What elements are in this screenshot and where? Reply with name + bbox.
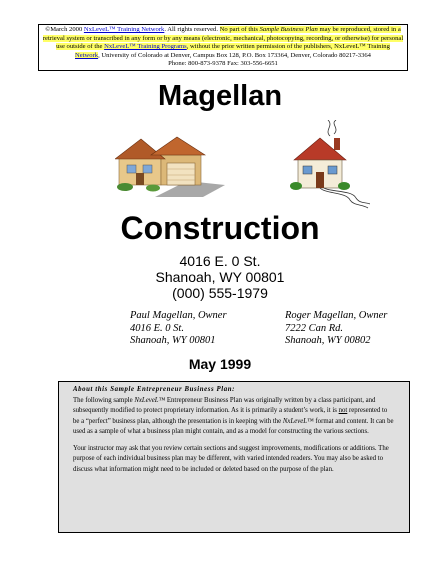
about-paragraph xyxy=(73,396,395,438)
copyright-text: ©March 2000 xyxy=(45,26,84,33)
owner-name: Roger Magellan, Owner xyxy=(285,310,388,321)
paragraph-text: Entrepreneur Business Plan was originally written by a class participant, and subsequently modified to protect proprietary information. As it is primarily a student’s work, it is xyxy=(73,396,376,414)
network-link[interactable]: Network xyxy=(75,51,99,59)
copyright-text: . All rights reserved. xyxy=(164,26,220,33)
paragraph-text: NxLeveL™ xyxy=(134,396,166,404)
owner-city: Shanoah, WY 00801 xyxy=(130,335,216,347)
owner-street: 7222 Can Rd. xyxy=(285,322,344,334)
paragraph-text: format and content. It can be used as a sample of what a business plan might contain, and as a model for constructing the various sections. xyxy=(73,417,394,435)
cottage-icon xyxy=(290,120,370,210)
plan-date: May 1999 xyxy=(188,356,252,372)
contact-line: Phone: 800-873-9378 Fax: 303-556-6651 xyxy=(168,60,278,68)
company-address xyxy=(0,253,440,301)
owner-street: 4016 E. 0 St. xyxy=(130,322,184,334)
owner-block xyxy=(285,310,387,348)
paragraph-text: not xyxy=(338,407,348,414)
nxlevel-programs-link[interactable]: NxLeveL™ Training Programs xyxy=(104,43,187,51)
title-line-2: Construction xyxy=(120,210,320,246)
highlighted-text: , without the prior written permission of the publishers, NxLeveL™ Training xyxy=(186,43,390,51)
nxlevel-network-link[interactable]: NxLeveL™ Training Network xyxy=(83,26,165,33)
about-heading: About this Sample Entrepreneur Business Plan: xyxy=(73,386,236,393)
paragraph-text: The following sample xyxy=(73,396,135,404)
paragraph-text: NxLeveL™ xyxy=(282,417,314,425)
paragraph-text: represented to be a “perfect” business plan, although the presentation is in keeping with the xyxy=(73,407,388,425)
about-paragraph: Your instructor may ask that you review certain sections and suggest improvements, modifications or additions. The purpose of each individual business plan may be different, with varied intended readers. You may also be asked to discuss what information might need to be included or deleted based on the purpose of the plan. xyxy=(73,444,389,473)
address-phone: (000) 555-1979 xyxy=(172,285,268,301)
owner-name: Paul Magellan, Owner xyxy=(130,310,227,321)
copyright-notice xyxy=(38,24,408,71)
highlighted-text: Sample Business Plan xyxy=(259,26,318,33)
title-line-1: Magellan xyxy=(157,80,283,112)
owner-block xyxy=(130,310,227,348)
highlighted-text: No part of this xyxy=(219,26,260,33)
suburban-house-icon xyxy=(115,135,225,197)
copyright-text: , University of Colorado at Denver, Campus Box 128, P.O. Box 173364, Denver, Colorado 80217-3364 xyxy=(98,51,371,59)
owner-city: Shanoah, WY 00802 xyxy=(285,335,371,347)
address-city: Shanoah, WY 00801 xyxy=(155,269,285,285)
address-street: 4016 E. 0 St. xyxy=(179,253,261,269)
about-plan-box xyxy=(58,381,410,533)
highlighted-text: may be reproduced, stored in a retrieval system or transcribed in any form or by any means (electronic, mechanical, photocopying, recording, or otherwise) for personal use outside of the xyxy=(42,26,404,51)
